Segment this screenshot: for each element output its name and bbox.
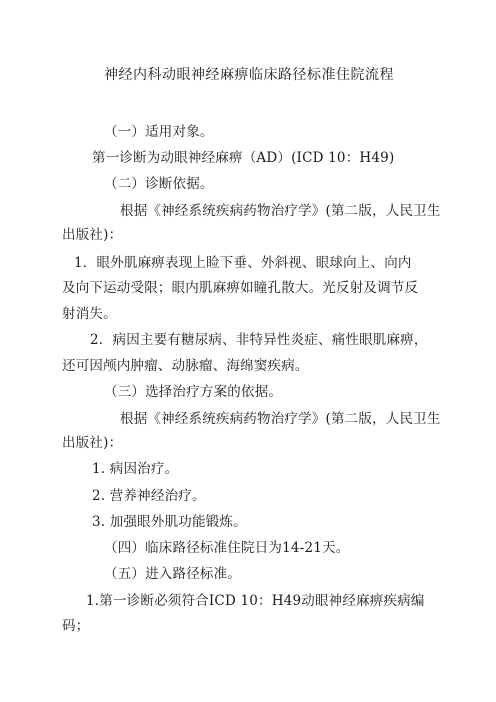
document-title: 神经内科动眼神经麻痹临床路径标准住院流程 bbox=[104, 67, 394, 83]
text-line: 射消失。 bbox=[62, 306, 117, 322]
text-line: 1.第一诊断必须符合ICD 10：H49动眼神经麻痹疾病编 bbox=[86, 593, 425, 609]
text-line: （一）适用对象。 bbox=[104, 124, 214, 140]
text-line: 2．病因主要有糖尿病、非特异性炎症、痛性眼肌麻痹， bbox=[90, 332, 428, 348]
text-line: 第一诊断为动眼神经麻痹（AD）(ICD 10：H49) bbox=[92, 150, 395, 166]
text-line: （二）诊断依据。 bbox=[104, 176, 214, 192]
text-line: 码； bbox=[62, 618, 90, 634]
text-line: 1．眼外肌麻痹表现上睑下垂、外斜视、眼球向上、向内 bbox=[74, 255, 412, 271]
text-line: 出版社)： bbox=[62, 227, 123, 243]
text-line: （三）选择治疗方案的依据。 bbox=[104, 384, 283, 400]
text-line: 根据《神经系统疾病药物治疗学》(第二版，人民卫生 bbox=[120, 203, 441, 219]
text-line: 2. 营养神经治疗。 bbox=[92, 488, 206, 504]
text-line: 根据《神经系统疾病药物治疗学》(第二版，人民卫生 bbox=[120, 411, 441, 427]
text-line: 3. 加强眼外肌功能锻炼。 bbox=[92, 514, 247, 530]
text-line: 及向下运动受限；眼内肌麻痹如瞳孔散大。光反射及调节反 bbox=[62, 280, 419, 296]
text-line: 1. 病因治疗。 bbox=[92, 461, 179, 477]
text-line: 出版社)： bbox=[62, 435, 123, 451]
text-line: 还可因颅内肿瘤、动脉瘤、海绵窦疾病。 bbox=[62, 358, 309, 374]
text-line: （四）临床路径标准住院日为14-21天。 bbox=[104, 540, 350, 556]
text-line: （五）进入路径标准。 bbox=[104, 566, 241, 582]
